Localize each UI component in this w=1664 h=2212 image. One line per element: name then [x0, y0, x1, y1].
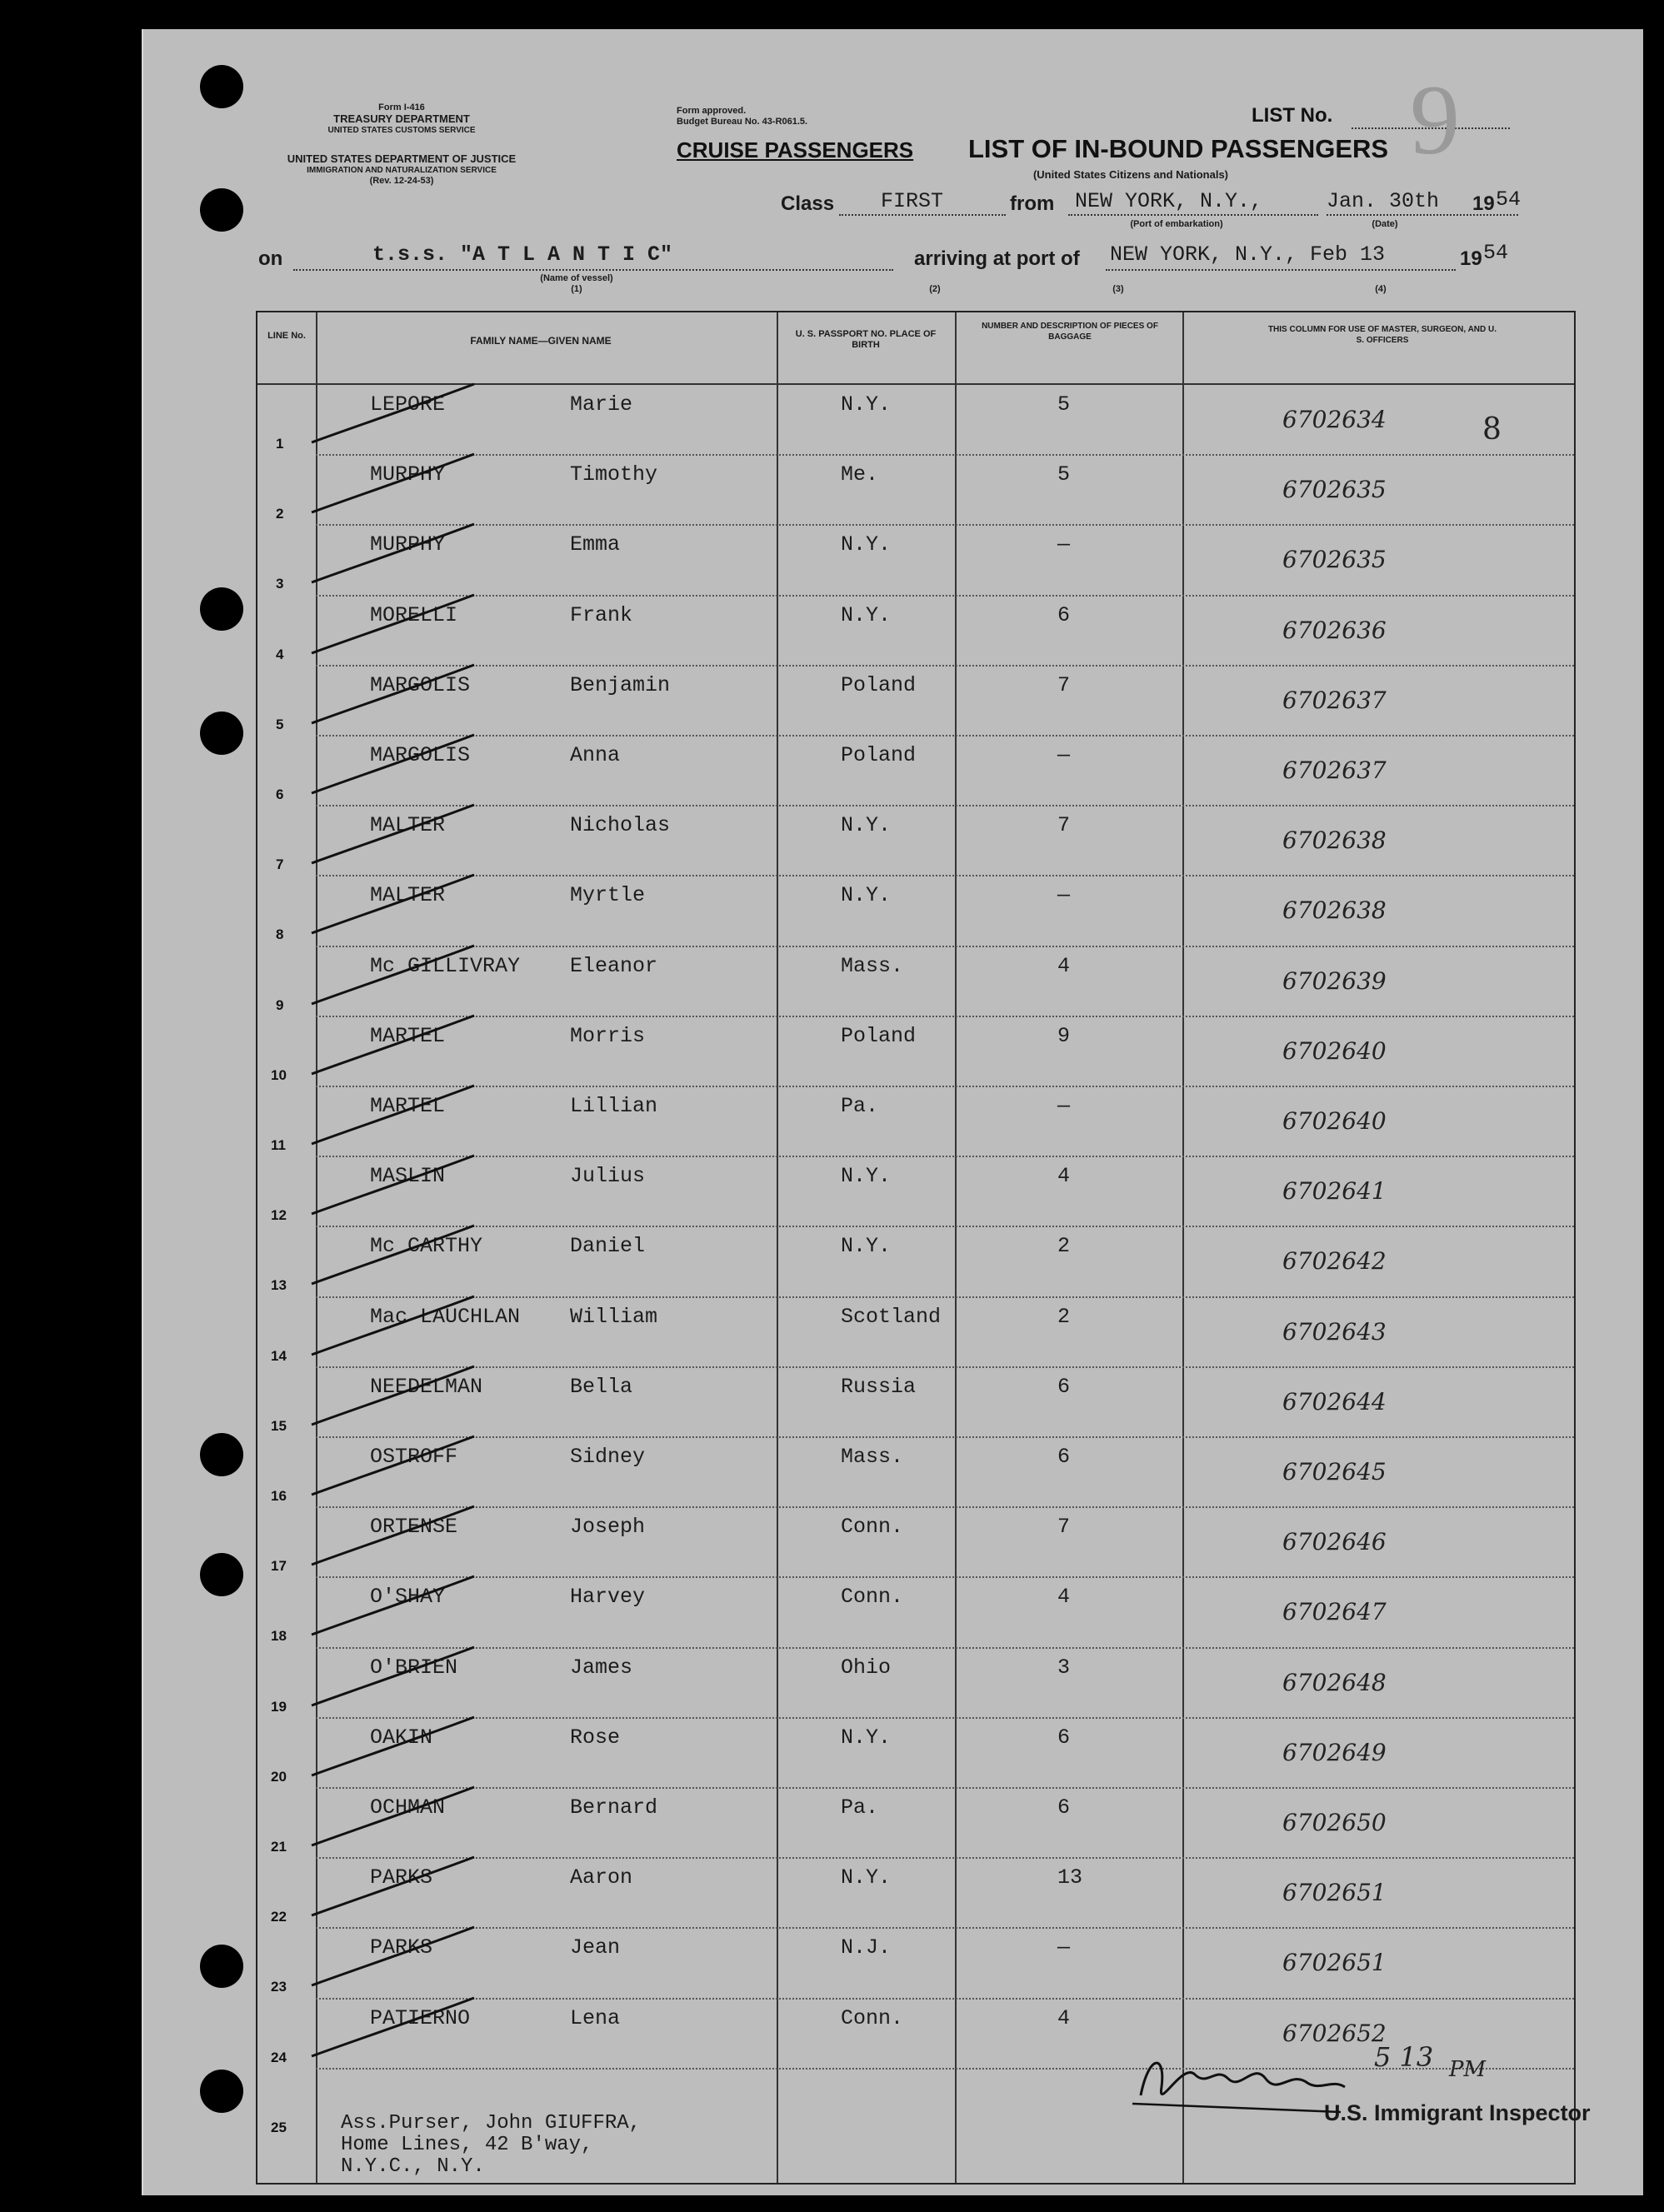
ticket-number: 6702634	[1282, 406, 1387, 433]
ins-service: IMMIGRATION AND NATURALIZATION SERVICE	[307, 166, 497, 175]
baggage-count: 13	[1057, 1865, 1083, 1890]
given-name: Frank	[570, 602, 633, 627]
family-name: O'BRIEN	[370, 1655, 458, 1680]
place-of-birth: Pa.	[841, 1795, 879, 1820]
family-name: MARTEL	[370, 1023, 446, 1048]
baggage-count: 6	[1057, 1445, 1071, 1469]
given-name: Lillian	[570, 1094, 658, 1118]
table-row	[257, 875, 1574, 945]
given-name: Myrtle	[570, 883, 646, 908]
check-mark	[307, 587, 491, 662]
place-of-birth: N.Y.	[841, 532, 892, 557]
purser-line-1: Ass.Purser, John GIUFFRA,	[341, 2112, 642, 2135]
inspector-note: 5 13	[1374, 2041, 1434, 2073]
place-of-birth: Russia	[841, 1374, 917, 1399]
ticket-number: 6702637	[1282, 756, 1387, 784]
punch-hole	[200, 1433, 243, 1476]
baggage-count: —	[1057, 743, 1071, 767]
table-row	[257, 454, 1574, 524]
col-num-3: (3)	[1112, 284, 1124, 294]
check-mark	[307, 1779, 491, 1854]
check-mark	[307, 1849, 491, 1924]
table-row	[257, 946, 1574, 1016]
check-mark	[307, 446, 491, 521]
port-caption: (Port of embarkation)	[1130, 219, 1223, 229]
line-number: 14	[271, 1347, 287, 1364]
punch-hole	[200, 1553, 243, 1596]
inspector-note-pm: PM	[1449, 2057, 1487, 2082]
year-value: 54	[1496, 187, 1522, 212]
check-mark	[307, 1919, 491, 1994]
line-number: 18	[271, 1628, 287, 1645]
baggage-count: —	[1057, 883, 1071, 908]
baggage-count: 6	[1057, 1374, 1071, 1399]
check-mark	[307, 1288, 491, 1363]
table-row	[257, 384, 1574, 454]
baggage-count: —	[1057, 1935, 1071, 1960]
check-mark	[307, 376, 491, 451]
table-row	[257, 1156, 1574, 1226]
table-row	[257, 524, 1574, 594]
check-mark	[307, 1007, 491, 1082]
check-mark	[307, 937, 491, 1012]
given-name: Julius	[570, 1164, 646, 1189]
customs-service: UNITED STATES CUSTOMS SERVICE	[327, 126, 476, 135]
col-num-4: (4)	[1375, 284, 1387, 294]
line-number: 21	[271, 1839, 287, 1855]
baggage-count: 2	[1057, 1304, 1071, 1329]
place-of-birth: N.Y.	[841, 813, 892, 838]
given-name: Marie	[570, 392, 633, 417]
line-number: 10	[271, 1066, 287, 1083]
baggage-count: 7	[1057, 672, 1071, 697]
table-row	[257, 1857, 1574, 1927]
line-number: 5	[276, 716, 284, 732]
year-prefix: 19	[1472, 192, 1495, 215]
place-of-birth: Conn.	[841, 1515, 904, 1540]
check-mark	[307, 1498, 491, 1573]
place-of-birth: Me.	[841, 462, 879, 487]
top-note: 8	[1482, 412, 1502, 447]
family-name: LEPORE	[370, 392, 446, 417]
check-mark	[307, 1639, 491, 1714]
form-number: Form I-416	[378, 102, 425, 112]
baggage-count: 4	[1057, 1164, 1071, 1189]
baggage-count: 3	[1057, 1655, 1071, 1680]
passenger-table	[256, 311, 1591, 2185]
ticket-number: 6702650	[1282, 1809, 1387, 1836]
given-name: Timothy	[570, 462, 658, 487]
place-of-birth: Mass.	[841, 1445, 904, 1469]
manifest-page	[142, 29, 1643, 2195]
line-number: 20	[271, 1768, 287, 1785]
table-row	[257, 1506, 1574, 1576]
list-title: LIST OF IN-BOUND PASSENGERS	[968, 134, 1389, 163]
vessel-col-num: (1)	[571, 284, 582, 294]
ticket-number: 6702646	[1282, 1528, 1387, 1556]
given-name: Sidney	[570, 1445, 646, 1469]
from-value: NEW YORK, N.Y.,	[1075, 189, 1263, 213]
ticket-number: 6702649	[1282, 1738, 1387, 1766]
baggage-count: 4	[1057, 2005, 1071, 2030]
line-number: 16	[271, 1488, 287, 1504]
place-of-birth: Poland	[841, 1023, 917, 1048]
table-row	[257, 595, 1574, 665]
baggage-count: —	[1057, 1094, 1071, 1118]
table-row	[257, 735, 1574, 805]
given-name: Daniel	[570, 1234, 646, 1259]
col-header-name: FAMILY NAME—GIVEN NAME	[470, 335, 612, 347]
ticket-number: 6702640	[1282, 1107, 1387, 1135]
place-of-birth: Poland	[841, 672, 917, 697]
table-row	[257, 1016, 1574, 1086]
check-mark	[307, 1568, 491, 1643]
given-name: Eleanor	[570, 953, 658, 978]
check-mark	[307, 1217, 491, 1292]
ticket-number: 6702638	[1282, 896, 1387, 925]
baggage-count: 6	[1057, 1725, 1071, 1750]
col-header-baggage: NUMBER AND DESCRIPTION OF PIECES OF BAGGAGE	[982, 322, 1158, 342]
ticket-number: 6702652	[1282, 2019, 1387, 2047]
family-name: OSTROFF	[370, 1445, 458, 1469]
arrival-port: NEW YORK, N.Y., Feb 13	[1110, 242, 1386, 267]
table-row	[257, 1717, 1574, 1787]
line-number: 2	[276, 506, 284, 522]
line-number: 25	[271, 2119, 287, 2135]
ticket-number: 6702638	[1282, 826, 1387, 855]
punch-hole	[200, 65, 243, 108]
place-of-birth: Mass.	[841, 953, 904, 978]
ticket-number: 6702642	[1282, 1247, 1387, 1276]
line-number: 11	[271, 1137, 286, 1153]
justice-dept: UNITED STATES DEPARTMENT OF JUSTICE	[287, 152, 517, 165]
table-row	[257, 1366, 1574, 1436]
budget-bureau: Budget Bureau No. 43-R061.5.	[677, 117, 808, 127]
family-name: Mac LAUCHLAN	[370, 1304, 521, 1329]
purser-line-3: N.Y.C., N.Y.	[341, 2155, 485, 2178]
given-name: Joseph	[570, 1515, 646, 1540]
arrival-year: 54	[1483, 241, 1509, 265]
line-number: 12	[271, 1207, 287, 1224]
table-row	[257, 1927, 1574, 1997]
ticket-number: 6702635	[1282, 546, 1387, 574]
line-number: 8	[276, 926, 284, 943]
family-name: MARGOLIS	[370, 672, 471, 697]
ticket-number: 6702639	[1282, 966, 1387, 995]
baggage-count: 5	[1057, 462, 1071, 487]
date-value: Jan. 30th	[1327, 189, 1440, 213]
family-name: Mc GILLIVRAY	[370, 953, 521, 978]
place-of-birth: N.Y.	[841, 1865, 892, 1890]
place-of-birth: Conn.	[841, 1585, 904, 1610]
family-name: Mc CARTHY	[370, 1234, 483, 1259]
place-of-birth: N.Y.	[841, 602, 892, 627]
place-of-birth: N.Y.	[841, 1234, 892, 1259]
check-mark	[307, 1077, 491, 1152]
family-name: MURPHY	[370, 532, 446, 557]
table-row	[257, 1647, 1574, 1717]
inspector-signature	[1132, 2045, 1349, 2120]
check-mark	[307, 727, 491, 801]
punch-hole	[200, 712, 243, 755]
given-name: Aaron	[570, 1865, 633, 1890]
place-of-birth: N.Y.	[841, 883, 892, 908]
line-number: 23	[271, 1979, 287, 1995]
given-name: Jean	[570, 1935, 621, 1960]
baggage-count: 2	[1057, 1234, 1071, 1259]
ticket-number: 6702647	[1282, 1598, 1387, 1626]
form-approved: Form approved.	[677, 106, 747, 116]
check-mark	[307, 657, 491, 732]
line-number: 22	[271, 1909, 287, 1925]
ticket-number: 6702644	[1282, 1387, 1387, 1416]
place-of-birth: N.Y.	[841, 1164, 892, 1189]
line-number: 15	[271, 1417, 287, 1434]
table-row	[257, 1296, 1574, 1366]
cruise-label: CRUISE PASSENGERS	[677, 137, 914, 162]
given-name: Benjamin	[570, 672, 671, 697]
family-name: PARKS	[370, 1935, 433, 1960]
punch-hole	[200, 2070, 243, 2113]
on-label: on	[258, 247, 283, 270]
place-of-birth: Pa.	[841, 1094, 879, 1118]
col-num-2: (2)	[929, 284, 941, 294]
table-row	[257, 1086, 1574, 1156]
line-number: 4	[276, 646, 284, 662]
family-name: MARTEL	[370, 1094, 446, 1118]
family-name: MASLIN	[370, 1164, 446, 1189]
table-row	[257, 805, 1574, 875]
list-no-label: LIST No.	[1252, 104, 1333, 127]
baggage-count: 7	[1057, 1515, 1071, 1540]
family-name: MORELLI	[370, 602, 458, 627]
class-value: FIRST	[881, 189, 944, 213]
check-mark	[307, 1709, 491, 1784]
list-number: 9	[1410, 64, 1460, 175]
family-name: MALTER	[370, 813, 446, 838]
given-name: Morris	[570, 1023, 646, 1048]
family-name: PARKS	[370, 1865, 433, 1890]
ticket-number: 6702651	[1282, 1949, 1387, 1977]
ticket-number: 6702643	[1282, 1317, 1387, 1346]
family-name: MURPHY	[370, 462, 446, 487]
vessel-caption: (Name of vessel)	[540, 273, 613, 283]
place-of-birth: Conn.	[841, 2005, 904, 2030]
punch-hole	[200, 587, 243, 631]
ticket-number: 6702637	[1282, 686, 1387, 714]
baggage-count: —	[1057, 532, 1071, 557]
given-name: Harvey	[570, 1585, 646, 1610]
punch-hole	[200, 188, 243, 232]
line-number: 13	[271, 1277, 287, 1294]
family-name: MALTER	[370, 883, 446, 908]
family-name: O'SHAY	[370, 1585, 446, 1610]
place-of-birth: N.J.	[841, 1935, 892, 1960]
line-number: 19	[271, 1698, 287, 1715]
date-caption: (Date)	[1372, 219, 1398, 229]
ticket-number: 6702651	[1282, 1879, 1387, 1907]
check-mark	[307, 796, 491, 871]
family-name: OAKIN	[370, 1725, 433, 1750]
vessel-name: t.s.s. "A T L A N T I C"	[372, 242, 673, 267]
given-name: Rose	[570, 1725, 621, 1750]
list-subtitle: (United States Citizens and Nationals)	[1032, 168, 1229, 181]
ticket-number: 6702640	[1282, 1036, 1387, 1065]
arrival-year-prefix: 19	[1460, 247, 1482, 270]
place-of-birth: Scotland	[841, 1304, 942, 1329]
revision: (Rev. 12-24-53)	[369, 176, 434, 186]
table-row	[257, 1787, 1574, 1857]
place-of-birth: N.Y.	[841, 392, 892, 417]
col-header-line-no: LINE No.	[267, 331, 306, 341]
line-number: 7	[276, 856, 284, 873]
check-mark	[307, 866, 491, 941]
line-number: 17	[271, 1558, 287, 1575]
baggage-count: 4	[1057, 953, 1071, 978]
family-name: NEEDELMAN	[370, 1374, 483, 1399]
given-name: William	[570, 1304, 658, 1329]
ticket-number: 6702635	[1282, 476, 1387, 504]
given-name: James	[570, 1655, 633, 1680]
check-mark	[307, 1147, 491, 1222]
arriving-label: arriving at port of	[914, 247, 1080, 270]
treasury-dept: TREASURY DEPARTMENT	[333, 112, 470, 125]
baggage-count: 6	[1057, 1795, 1071, 1820]
inspector-label: U.S. Immigrant Inspector	[1324, 2100, 1591, 2125]
place-of-birth: N.Y.	[841, 1725, 892, 1750]
check-mark	[307, 516, 491, 591]
given-name: Emma	[570, 532, 621, 557]
place-of-birth: Ohio	[841, 1655, 892, 1680]
col-header-passport: U. S. PASSPORT NO. PLACE OF BIRTH	[795, 329, 937, 350]
baggage-count: 6	[1057, 602, 1071, 627]
given-name: Anna	[570, 743, 621, 767]
family-name: ORTENSE	[370, 1515, 458, 1540]
family-name: PATIERNO	[370, 2005, 471, 2030]
col-header-officers: THIS COLUMN FOR USE OF MASTER, SURGEON, AND U. S. OFFICERS	[1267, 325, 1497, 345]
table-row	[257, 1226, 1574, 1296]
check-mark	[307, 1358, 491, 1433]
given-name: Nicholas	[570, 813, 671, 838]
table-row	[257, 665, 1574, 735]
family-name: OCHMAN	[370, 1795, 446, 1820]
table-row	[257, 1436, 1574, 1506]
purser-line-2: Home Lines, 42 B'way,	[341, 2134, 593, 2156]
baggage-count: 5	[1057, 392, 1071, 417]
check-mark	[307, 1990, 491, 2065]
given-name: Bernard	[570, 1795, 658, 1820]
given-name: Lena	[570, 2005, 621, 2030]
family-name: MARGOLIS	[370, 743, 471, 767]
from-label: from	[1010, 192, 1055, 215]
line-number: 3	[276, 576, 284, 592]
punch-hole	[200, 1945, 243, 1988]
given-name: Bella	[570, 1374, 633, 1399]
ticket-number: 6702648	[1282, 1668, 1387, 1696]
line-number: 1	[276, 436, 284, 452]
line-number: 6	[276, 786, 284, 802]
line-number: 24	[271, 2049, 287, 2065]
line-number: 9	[276, 996, 284, 1013]
ticket-number: 6702641	[1282, 1177, 1387, 1206]
class-label: Class	[781, 192, 835, 215]
ticket-number: 6702636	[1282, 616, 1387, 644]
table-row	[257, 1576, 1574, 1646]
ticket-number: 6702645	[1282, 1458, 1387, 1485]
check-mark	[307, 1428, 491, 1503]
baggage-count: 7	[1057, 813, 1071, 838]
baggage-count: 9	[1057, 1023, 1071, 1048]
place-of-birth: Poland	[841, 743, 917, 767]
baggage-count: 4	[1057, 1585, 1071, 1610]
